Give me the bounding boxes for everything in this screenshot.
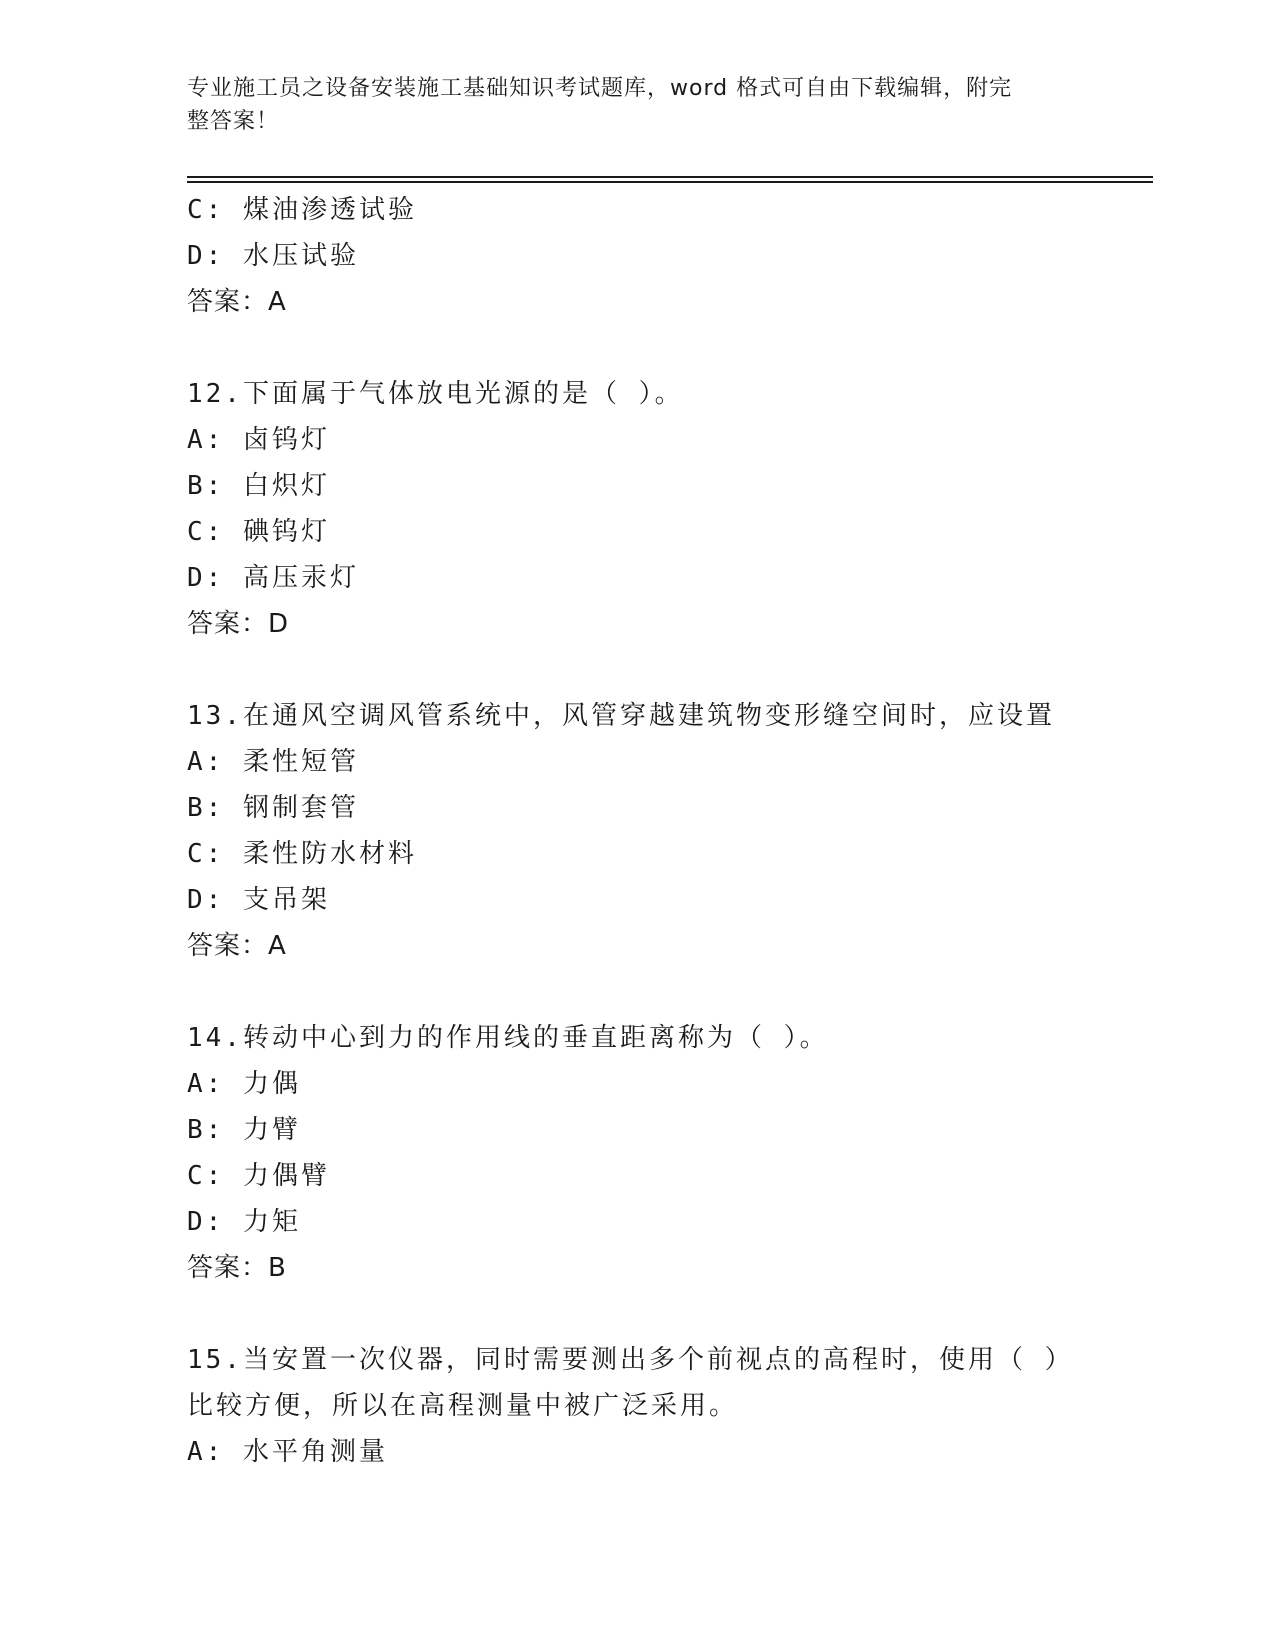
question-text: 14.转动中心到力的作用线的垂直距离称为（ ）。 (187, 1023, 829, 1053)
answer-line: 答案：A (187, 287, 287, 317)
header-line-2: 整答案！ (187, 109, 280, 134)
option-c: C: 柔性防水材料 (187, 839, 417, 869)
question-block-11 (187, 187, 1127, 325)
answer-line: 答案：D (187, 609, 290, 639)
option-c: C: 碘钨灯 (187, 517, 330, 547)
answer-line: 答案：A (187, 931, 287, 961)
option-d: D: 高压汞灯 (187, 563, 359, 593)
question-block-15 (187, 1337, 1127, 1475)
question-text-line-2: 比较方便，所以在高程测量中被广泛采用。 (187, 1391, 739, 1421)
question-block-14 (187, 1015, 1127, 1291)
option-d: D: 水压试验 (187, 241, 359, 271)
question-text: 13.在通风空调风管系统中，风管穿越建筑物变形缝空间时，应设置 (187, 701, 1055, 731)
spacer (187, 325, 1127, 371)
header-line-1: 专业施工员之设备安装施工基础知识考试题库，word 格式可自由下载编辑，附完 (187, 76, 1013, 101)
option-b: B: 钢制套管 (187, 793, 359, 823)
option-a: A: 水平角测量 (187, 1437, 388, 1467)
spacer (187, 647, 1127, 693)
option-a: A: 卤钨灯 (187, 425, 330, 455)
option-c: C: 力偶臂 (187, 1161, 330, 1191)
option-b: B: 力臂 (187, 1115, 301, 1145)
document-header (187, 72, 1067, 138)
question-block-13 (187, 693, 1127, 969)
option-a: A: 柔性短管 (187, 747, 359, 777)
spacer (187, 969, 1127, 1015)
header-divider-top (187, 176, 1153, 178)
answer-line: 答案：B (187, 1253, 287, 1283)
header-divider-bottom (187, 181, 1153, 183)
question-block-12 (187, 371, 1127, 647)
question-text-line-1: 15.当安置一次仪器，同时需要测出多个前视点的高程时，使用（ ） (187, 1345, 1074, 1375)
spacer (187, 1291, 1127, 1337)
document-body (187, 187, 1127, 1475)
option-d: D: 力矩 (187, 1207, 301, 1237)
option-c: C: 煤油渗透试验 (187, 195, 417, 225)
option-a: A: 力偶 (187, 1069, 301, 1099)
question-text: 12.下面属于气体放电光源的是（ ）。 (187, 379, 684, 409)
option-d: D: 支吊架 (187, 885, 330, 915)
option-b: B: 白炽灯 (187, 471, 330, 501)
